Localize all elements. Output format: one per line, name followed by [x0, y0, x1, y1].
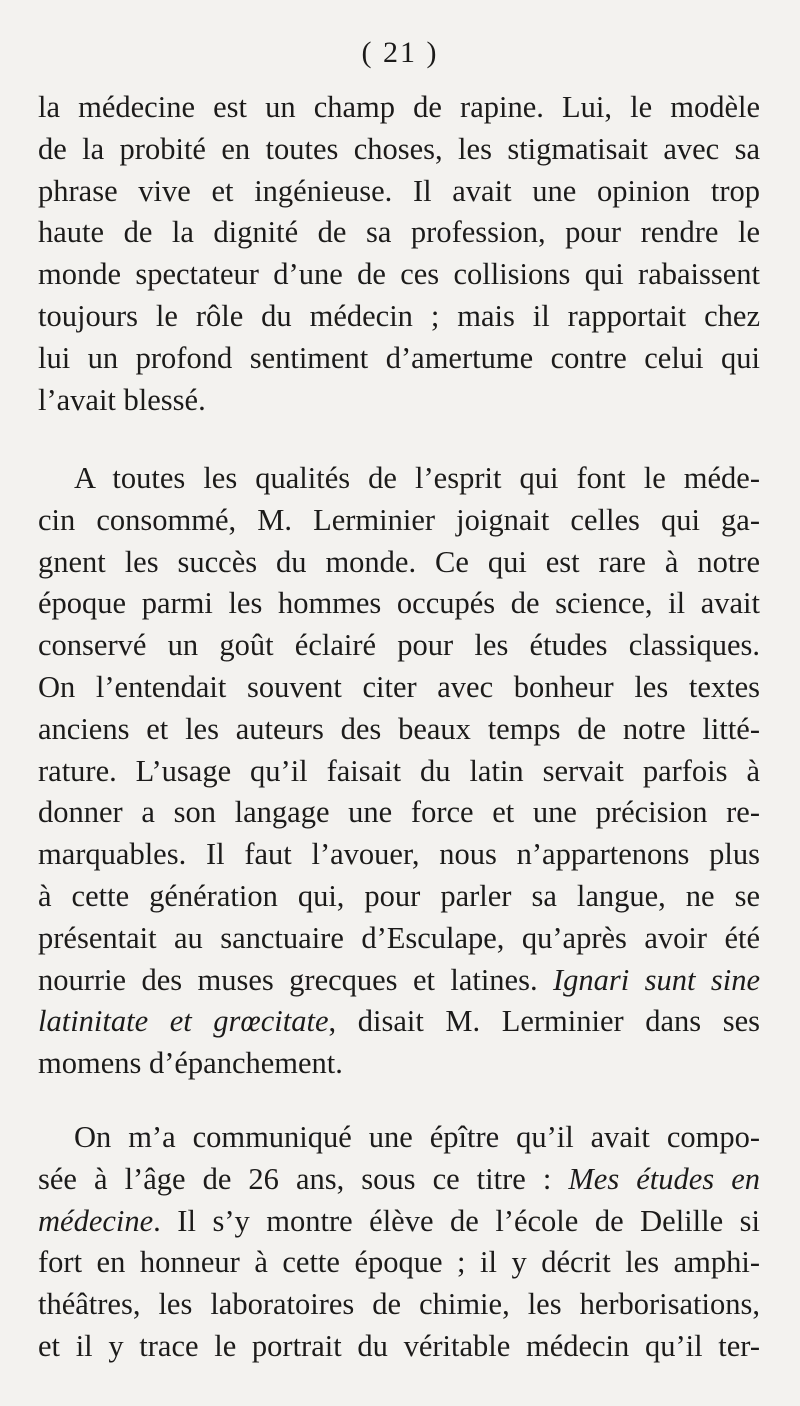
text-segment: nourrie des muses grecques et latines.: [38, 962, 553, 997]
latin-quote: latinitate et grœcitate: [38, 1004, 329, 1039]
text-line: présentait au sanctuaire d’Esculape, qu’après avoir été: [38, 920, 760, 955]
text-line: toujours le rôle du médecin ; mais il rapportait chez: [38, 298, 760, 333]
text-segment: sée à l’âge de 26 ans, sous ce titre :: [38, 1161, 569, 1196]
text-line: monde spectateur d’une de ces collisions qui rabaissent: [38, 257, 760, 292]
text-line: haute de la dignité de sa profession, pour rendre le: [38, 215, 760, 250]
text-line: momens d’épanchement.: [38, 1046, 343, 1081]
text-line: et il y trace le portrait du véritable médecin qu’il ter-: [38, 1328, 760, 1363]
paragraph-1: [38, 87, 760, 421]
text-segment: . Il s’y montre élève de l’école de Delille si: [153, 1203, 760, 1238]
text-line: lui un profond sentiment d’amertume contre celui qui: [38, 340, 760, 375]
text-segment: , disait M. Lerminier dans ses: [328, 1004, 760, 1039]
text-line: [38, 1201, 760, 1243]
text-line: rature. L’usage qu’il faisait du latin servait parfois à: [38, 753, 760, 788]
text-line: fort en honneur à cette époque ; il y décrit les amphi-: [38, 1245, 760, 1280]
text-line: [38, 1001, 760, 1043]
page-number: ( 21 ): [361, 36, 439, 69]
text-line: On m’a communiqué une épître qu’il avait compo-: [74, 1120, 760, 1154]
text-line: anciens et les auteurs des beaux temps de notre litté-: [38, 711, 760, 746]
text-line: à cette génération qui, pour parler sa langue, ne se: [38, 878, 760, 913]
text-line: de la probité en toutes choses, les stigmatisait avec sa: [38, 131, 760, 166]
text-line: cin consommé, M. Lerminier joignait celles qui ga-: [38, 502, 760, 537]
text-line: donner a son langage une force et une précision re-: [38, 795, 760, 830]
book-title: Mes études en: [568, 1161, 760, 1196]
text-line: marquables. Il faut l’avouer, nous n’appartenons plus: [38, 837, 760, 872]
text-line: [38, 1159, 760, 1201]
text-line: [38, 960, 760, 1002]
text-line: On l’entendait souvent citer avec bonheur les textes: [38, 669, 760, 704]
text-line: l’avait blessé.: [38, 382, 206, 417]
text-line: A toutes les qualités de l’esprit qui font le méde-: [74, 461, 760, 495]
text-line: conservé un goût éclairé pour les études classiques.: [38, 628, 760, 663]
paragraph-2: [38, 458, 760, 1085]
latin-quote: Ignari sunt sine: [552, 962, 760, 997]
book-title: médecine: [38, 1203, 154, 1238]
paragraph-3: [38, 1117, 760, 1368]
text-line: la médecine est un champ de rapine. Lui, le modèle: [38, 90, 760, 124]
text-line: gnent les succès du monde. Ce qui est rare à notre: [38, 544, 760, 579]
text-line: époque parmi les hommes occupés de science, il avait: [38, 586, 760, 621]
text-line: phrase vive et ingénieuse. Il avait une opinion trop: [38, 173, 760, 208]
text-line: théâtres, les laboratoires de chimie, les herborisations,: [38, 1287, 760, 1322]
